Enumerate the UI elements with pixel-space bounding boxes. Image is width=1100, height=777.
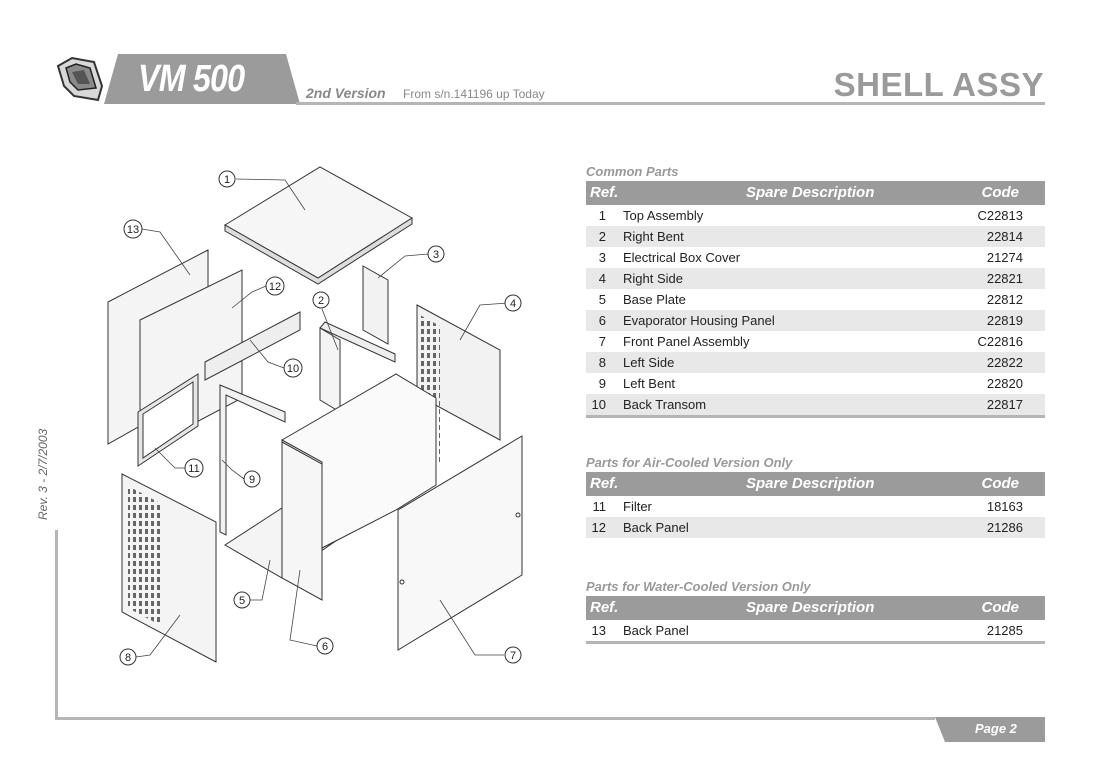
callout-label: 2 xyxy=(317,295,325,307)
code-cell: 22812 xyxy=(986,292,1023,307)
ref-cell: 9 xyxy=(598,376,606,391)
callout-12 xyxy=(266,277,284,295)
description-cell: Front Panel Assembly xyxy=(623,334,750,349)
ref-cell: 6 xyxy=(598,313,606,328)
callout-label: 4 xyxy=(509,298,517,310)
header-description: Spare Description xyxy=(746,599,875,616)
ref-cell: 2 xyxy=(598,229,606,244)
header-description: Spare Description xyxy=(746,475,875,492)
description-cell: Right Side xyxy=(623,271,683,286)
description-cell: Base Plate xyxy=(623,292,686,307)
brand-logo-icon xyxy=(54,56,106,104)
description-cell: Back Transom xyxy=(623,397,707,412)
table-row xyxy=(586,331,1045,352)
callout-label: 12 xyxy=(268,281,282,293)
air-cooled-section xyxy=(586,455,1045,538)
header-description: Spare Description xyxy=(746,184,875,201)
table-row xyxy=(586,496,1045,517)
version-label: 2nd Version xyxy=(306,85,386,101)
callout-4 xyxy=(505,295,521,311)
table-row xyxy=(586,373,1045,394)
description-cell: Evaporator Housing Panel xyxy=(623,313,775,328)
part-6-evaporator-panel xyxy=(282,442,322,600)
callout-9 xyxy=(244,471,260,487)
table-row xyxy=(586,517,1045,538)
table-header xyxy=(586,181,1045,205)
table-row xyxy=(586,620,1045,641)
table-body xyxy=(586,620,1045,641)
code-cell: 22819 xyxy=(986,313,1023,328)
description-cell: Electrical Box Cover xyxy=(623,250,741,265)
model-name: VM 500 xyxy=(138,58,245,100)
section-title: Common Parts xyxy=(586,164,679,179)
table-body xyxy=(586,205,1045,415)
header-ref: Ref. xyxy=(590,475,619,492)
code-cell: 21285 xyxy=(986,623,1023,638)
exploded-view-diagram xyxy=(100,160,540,680)
code-cell: 18163 xyxy=(986,499,1023,514)
description-cell: Top Assembly xyxy=(623,208,704,223)
code-cell: 22821 xyxy=(986,271,1023,286)
callout-label: 3 xyxy=(432,249,440,261)
header-ref: Ref. xyxy=(590,599,619,616)
frame-bottom-rule xyxy=(55,717,935,720)
callout-label: 5 xyxy=(238,595,246,607)
frame-left-rule xyxy=(55,530,58,720)
part-1-top xyxy=(225,167,412,278)
callout-6 xyxy=(317,638,333,654)
ref-cell: 11 xyxy=(592,499,606,514)
section-title: Parts for Air-Cooled Version Only xyxy=(586,455,793,470)
table-body xyxy=(586,496,1045,538)
ref-cell: 1 xyxy=(598,208,606,223)
callout-1 xyxy=(219,171,235,187)
code-cell: 22822 xyxy=(986,355,1023,370)
code-cell: 22820 xyxy=(986,376,1023,391)
callout-label: 8 xyxy=(124,652,132,664)
description-cell: Right Bent xyxy=(623,229,684,244)
code-cell: 21274 xyxy=(986,250,1023,265)
ref-cell: 12 xyxy=(591,520,606,535)
description-cell: Back Panel xyxy=(623,623,689,638)
description-cell: Left Side xyxy=(623,355,675,370)
table-row xyxy=(586,247,1045,268)
callout-3 xyxy=(428,246,444,262)
revision-label: Rev. 3 - 2/7/2003 xyxy=(36,428,50,520)
page-number: Page 2 xyxy=(975,721,1017,736)
ref-cell: 8 xyxy=(598,355,606,370)
ref-cell: 5 xyxy=(598,292,606,307)
water-cooled-section xyxy=(586,579,1045,644)
callout-label: 9 xyxy=(248,474,256,486)
code-cell: 22817 xyxy=(986,397,1023,412)
code-cell: 22814 xyxy=(986,229,1023,244)
callout-label: 7 xyxy=(509,650,517,662)
table-row xyxy=(586,205,1045,226)
code-cell: C22813 xyxy=(977,208,1023,223)
part-3-electrical-cover xyxy=(363,266,388,344)
callout-8 xyxy=(120,649,136,665)
table-row xyxy=(586,394,1045,415)
table-row xyxy=(586,310,1045,331)
code-cell: C22816 xyxy=(977,334,1023,349)
callout-label: 11 xyxy=(188,463,200,475)
table-end-rule xyxy=(586,415,1045,418)
callout-label: 1 xyxy=(223,174,231,186)
table-row xyxy=(586,268,1045,289)
table-header xyxy=(586,472,1045,496)
callout-label: 6 xyxy=(321,641,329,653)
callout-5 xyxy=(234,592,250,608)
table-row xyxy=(586,289,1045,310)
ref-cell: 10 xyxy=(591,397,606,412)
header-code: Code xyxy=(981,184,1019,201)
code-cell: 21286 xyxy=(986,520,1023,535)
table-end-rule xyxy=(586,641,1045,644)
table-row xyxy=(586,226,1045,247)
table-header xyxy=(586,596,1045,620)
callout-2 xyxy=(313,292,329,308)
description-cell: Left Bent xyxy=(623,376,676,391)
description-cell: Filter xyxy=(623,499,652,514)
callout-10 xyxy=(284,359,302,377)
section-title: Parts for Water-Cooled Version Only xyxy=(586,579,811,594)
callout-label: 10 xyxy=(286,363,300,375)
version-range: From s/n.141196 up Today xyxy=(403,87,545,101)
ref-cell: 4 xyxy=(598,271,606,286)
callout-11 xyxy=(185,459,203,477)
ref-cell: 13 xyxy=(591,623,606,638)
header-ref: Ref. xyxy=(590,184,619,201)
page-title: SHELL ASSY xyxy=(833,66,1044,103)
ref-cell: 7 xyxy=(598,334,606,349)
callout-7 xyxy=(505,647,521,663)
description-cell: Back Panel xyxy=(623,520,689,535)
common-parts-section xyxy=(586,164,1045,418)
header-code: Code xyxy=(981,475,1019,492)
callout-label: 13 xyxy=(126,224,140,236)
header-code: Code xyxy=(981,599,1019,616)
ref-cell: 3 xyxy=(598,250,606,265)
table-row xyxy=(586,352,1045,373)
callout-13 xyxy=(124,220,142,238)
